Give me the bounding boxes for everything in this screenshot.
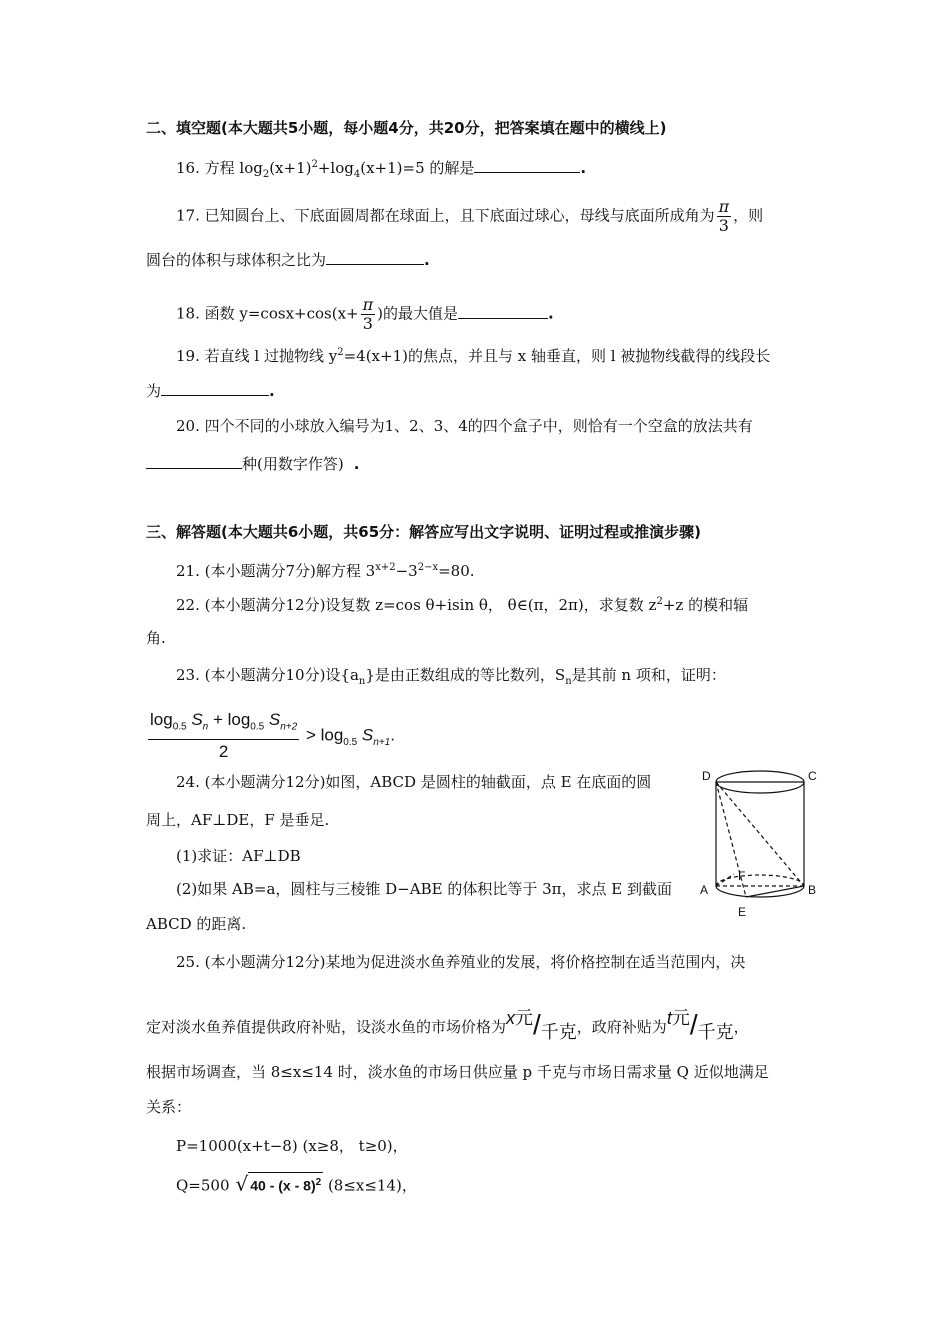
q25-text-e: 根据市场调查，当 8≤x≤14 时，淡水鱼的市场日供应量 p 千克与市场日需求量 Q 近似地满足 <box>146 1063 769 1081</box>
question-20 <box>176 416 753 436</box>
section-3-title: 三、解答题(本大题共6小题，共65分：解答应写出文字说明、证明过程或推演步骤) <box>146 523 702 541</box>
q20-text-b: 种(用数字作答) <box>242 455 344 473</box>
section-2-title: 二、填空题(本大题共5小题，每小题4分，共20分，把答案填在题中的横线上) <box>146 119 667 137</box>
q22-text-c: +z 的模和辐 <box>662 596 749 614</box>
question-17-cont <box>146 250 430 270</box>
q17-period: . <box>424 251 430 269</box>
q17-answer-blank <box>326 250 424 265</box>
line-EB <box>746 886 804 897</box>
question-19 <box>176 343 770 366</box>
q23-S2-sub: n+2 <box>280 721 298 733</box>
question-24 <box>176 772 651 792</box>
q24-text-c: (1)求证：AF⊥DB <box>176 847 301 865</box>
q18-fraction <box>361 296 376 333</box>
q23-text-e: 是其前 n 项和，证明： <box>571 666 726 684</box>
q22-sup: 2 <box>656 596 663 607</box>
label-B: B <box>808 883 817 897</box>
q25-text-a: 25. (本小题满分12分)某地为促进淡水鱼养殖业的发展，将价格控制在适当范围内，决 <box>176 953 746 971</box>
q25-text-i: (8≤x≤14)， <box>323 1176 417 1195</box>
question-25-line4 <box>146 1097 191 1117</box>
q16-sub-4: 4 <box>353 169 361 180</box>
q16-text-g: (x+1)=5 的解是 <box>360 159 475 177</box>
question-20-cont <box>146 454 359 474</box>
q25-yuan-2: 元 <box>671 1008 690 1028</box>
q23-gt-log: > log <box>305 725 344 745</box>
cylinder-figure <box>700 762 822 922</box>
q17-text-b: ，则 <box>733 206 764 225</box>
label-C: C <box>808 769 817 783</box>
question-25 <box>176 952 745 972</box>
question-24-line2 <box>146 810 329 830</box>
q25-text-h: Q=500 <box>176 1176 230 1195</box>
q23-S2: S <box>264 710 281 729</box>
q17-pi: π <box>718 197 730 216</box>
question-19-cont <box>146 381 275 401</box>
q23-numerator <box>148 708 299 740</box>
q23-S1-sub: n <box>202 721 209 733</box>
q25-t: t <box>666 1008 672 1028</box>
q16-sub-2: 2 <box>262 169 270 180</box>
q24-text-e: ABCD 的距离. <box>146 915 247 933</box>
q23-base1: 0.5 <box>172 721 187 733</box>
q19-period: . <box>269 382 275 400</box>
q23-S3-sub: n+1 <box>373 737 391 749</box>
q20-period: . <box>353 455 360 473</box>
q18-answer-blank <box>458 304 548 319</box>
label-D: D <box>702 769 711 783</box>
q18-period: . <box>547 304 554 323</box>
q17-text-c: 圆台的体积与球体积之比为 <box>146 251 327 269</box>
q25-text-b: 定对淡水鱼养值提供政府补贴，设淡水鱼的市场价格为 <box>146 1018 507 1036</box>
q23-base2: 0.5 <box>250 721 265 733</box>
question-22 <box>176 592 748 615</box>
q25-text-f: 关系： <box>146 1098 192 1116</box>
q25-kg-2: 千克 <box>697 1022 734 1042</box>
q23-plus-log: + log <box>208 710 251 729</box>
question-25-Q <box>176 1172 417 1196</box>
q16-period: . <box>580 159 587 177</box>
q25-text-c: ，政府补贴为 <box>576 1018 667 1036</box>
q19-text-d: 为 <box>146 382 162 400</box>
q25-slash-2: / <box>689 1009 698 1040</box>
question-24-part2 <box>176 879 672 899</box>
question-21 <box>176 558 475 581</box>
q21-text-a: 21. (本小题满分7分)解方程 3 <box>176 562 376 580</box>
q24-text-d: (2)如果 AB=a，圆柱与三棱锥 D−ABE 的体积比等于 3π，求点 E 到截面 <box>176 880 672 898</box>
q23-formula-fraction <box>148 708 299 764</box>
q25-sqrt <box>248 1172 323 1196</box>
q24-text-a: 24. (本小题满分12分)如图，ABCD 是圆柱的轴截面，点 E 在底面的圆 <box>176 773 652 791</box>
bottom-front-arc <box>716 886 804 897</box>
q21-sup-1: x+2 <box>375 562 396 573</box>
q18-pi: π <box>362 295 374 314</box>
q25-unit-2 <box>666 1008 734 1042</box>
question-25-P <box>176 1136 408 1156</box>
question-18 <box>176 296 554 333</box>
q25-text-d: ， <box>733 1018 749 1036</box>
q16-answer-blank <box>474 158 580 173</box>
line-DB <box>716 782 804 886</box>
q23-base3: 0.5 <box>343 737 358 749</box>
q17-three: 3 <box>718 216 729 235</box>
q25-sqrt-body: 40 - (x - 8) <box>250 1177 316 1194</box>
q19-text-a: 19. 若直线 l 过抛物线 y <box>176 347 338 365</box>
q25-unit-1 <box>506 1008 577 1042</box>
q16-sup: 2 <box>311 159 318 170</box>
q23-period: . <box>390 725 395 745</box>
q25-yuan-1: 元 <box>515 1008 534 1028</box>
sqrt-sign: √ <box>235 1171 249 1196</box>
q20-answer-blank <box>146 454 242 469</box>
question-24-part1 <box>176 846 301 866</box>
question-24-part2-cont <box>146 914 246 934</box>
q23-log1: log <box>150 710 173 729</box>
q23-text-c: }是由正数组成的等比数列，S <box>365 666 566 684</box>
q19-text-c: =4(x+1)的焦点，并且与 x 轴垂直，则 l 被抛物线截得的线段长 <box>343 347 771 365</box>
q16-text-e: +log <box>317 159 354 177</box>
q23-text-a: 23. (本小题满分10分)设{a <box>176 666 359 684</box>
q19-sup: 2 <box>337 347 344 358</box>
q25-sqrt-sup: 2 <box>315 1177 322 1188</box>
q21-sup-2: 2−x <box>417 562 439 573</box>
label-A: A <box>700 883 709 897</box>
q25-kg-1: 千克 <box>540 1022 577 1042</box>
q22-text-a: 22. (本小题满分12分)设复数 z=cos θ+isin θ， θ∈(π，2π)，求复数 z <box>176 596 657 614</box>
q25-slash-1: / <box>533 1009 541 1040</box>
question-25-line2 <box>146 1010 749 1040</box>
q20-text-a: 20. 四个不同的小球放入编号为1、2、3、4的四个盒子中，则恰有一个空盒的放法共有 <box>176 417 753 435</box>
q23-denominator: 2 <box>218 742 229 762</box>
q17-text-a: 17. 已知圆台上、下底面圆周都在球面上，且下底面过球心，母线与底面所成角为 <box>176 206 715 225</box>
q25-x: x <box>506 1008 516 1028</box>
q21-text-e: =80. <box>438 562 475 580</box>
question-22-cont <box>146 628 166 648</box>
q18-three: 3 <box>362 314 373 333</box>
q22-text-d: 角. <box>146 629 166 647</box>
q23-sub-a: n <box>358 676 366 687</box>
label-E: E <box>738 905 747 919</box>
label-F: F <box>738 869 746 883</box>
question-17 <box>176 198 763 235</box>
q23-formula <box>146 708 395 764</box>
q16-text-a: 16. 方程 log <box>176 159 263 177</box>
q18-text-b: )的最大值是 <box>377 304 458 323</box>
line-AF <box>716 874 734 886</box>
q18-text-a: 18. 函数 y=cosx+cos(x+ <box>176 304 359 323</box>
q19-answer-blank <box>161 381 269 396</box>
question-25-line3 <box>146 1062 769 1082</box>
q24-text-b: 周上，AF⊥DE，F 是垂足. <box>146 811 330 829</box>
q23-S3: S <box>357 725 374 745</box>
question-16 <box>176 155 586 185</box>
q23-sub-s: n <box>565 676 572 687</box>
q25-text-g: P=1000(x+t−8) (x≥8， t≥0)， <box>176 1137 408 1155</box>
q21-text-c: −3 <box>395 562 418 580</box>
q16-text-c: (x+1) <box>269 159 312 177</box>
q17-fraction <box>717 198 732 235</box>
question-23 <box>176 665 726 692</box>
q23-S1: S <box>186 710 203 729</box>
